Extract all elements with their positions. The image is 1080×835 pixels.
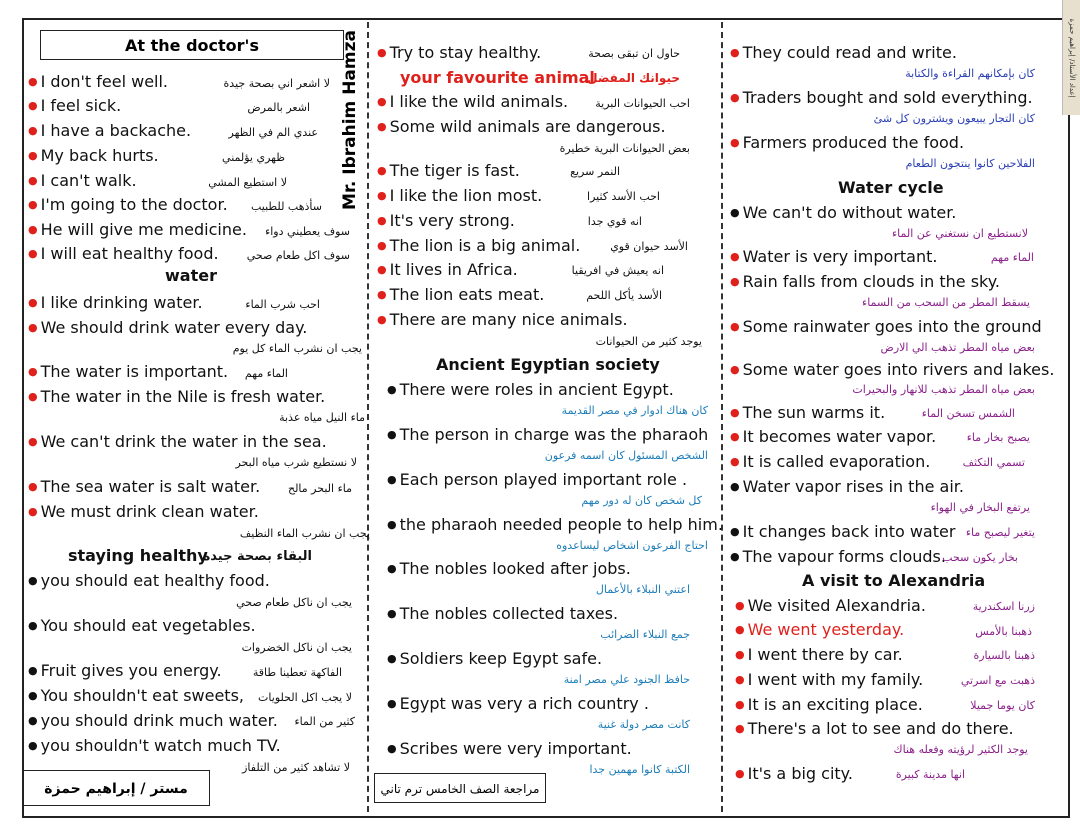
item-english [735,766,853,782]
item-arabic: ظهري يؤلمني [222,151,285,164]
item-text: It changes back into water [742,522,956,541]
item-text: It is called evaporation. [742,452,931,471]
bullet-icon: ● [387,742,397,755]
item-english [28,504,259,520]
item-arabic: كانت مصر دولة غنية [597,718,690,731]
item-arabic: كان بإمكانهم القراءة والكتابة [905,67,1035,80]
item-arabic: جمع النبلاء الضرائب [600,628,690,641]
bullet-icon: ● [730,46,740,59]
column-divider [367,22,369,812]
bullet-icon: ● [735,722,745,735]
item-english [377,287,544,303]
bullet-icon: ● [730,525,740,538]
item-text: I went there by car. [747,645,903,664]
bullet-icon: ● [28,505,38,518]
item-text: The tiger is fast. [389,161,520,180]
item-arabic: انه يعيش في افريقيا [571,264,664,277]
item-text: Some water goes into rivers and lakes. [742,360,1055,379]
bullet-icon: ● [28,714,38,727]
item-english [730,205,956,221]
bullet-icon: ● [377,313,387,326]
item-text: Fruit gives you energy. [40,661,222,680]
item-arabic: يجب ان ناكل طعام صحي [236,596,352,609]
item-arabic: يجب ان نشرب الماء كل يوم [232,342,362,355]
item-text: I like the wild animals. [389,92,569,111]
item-english [28,573,270,589]
item-text: The water in the Nile is fresh water. [40,387,326,406]
item-arabic: بعض مياه المطر تذهب الي الارض [880,341,1035,354]
item-text: you should drink much water. [40,711,278,730]
bullet-icon: ● [28,689,38,702]
item-text: Soldiers keep Egypt safe. [399,649,603,668]
item-arabic: الماء مهم [244,367,288,380]
item-arabic: الشخص المسئول كان اسمه فرعون [544,449,708,462]
bullet-icon: ● [387,697,397,710]
bullet-icon: ● [28,619,38,632]
heading-visit-alexandria: A visit to Alexandria [802,571,986,590]
item-text: They could read and write. [742,43,957,62]
item-english [387,606,618,622]
item-text: I don't feel well. [40,72,169,91]
item-arabic: يوجد كثير من الحيوانات [595,335,702,348]
bullet-icon: ● [28,198,38,211]
item-english [28,123,191,139]
bullet-icon: ● [730,91,740,104]
item-arabic: ذهبنا بالأمس [975,625,1032,638]
bullet-icon: ● [28,75,38,88]
item-english [28,74,168,90]
item-english [730,274,1000,290]
bullet-icon: ● [28,390,38,403]
item-english [730,90,1033,106]
heading-staying-healthy: staying healthy [68,546,208,565]
item-english [735,622,904,638]
item-text: We can't do without water. [742,203,957,222]
item-english [28,295,203,311]
item-text: Each person played important role . [399,470,688,489]
item-english [735,697,923,713]
item-english [28,618,256,634]
item-arabic: ذهبت مع اسرتي [960,674,1035,687]
item-english [28,98,121,114]
bullet-icon: ● [28,321,38,334]
item-text: I'm going to the doctor. [40,195,228,214]
item-text: Rain falls from clouds in the sky. [742,272,1000,291]
item-arabic: ماء البحر مالح [287,482,352,495]
bullet-icon: ● [730,250,740,263]
item-text: Scribes were very important. [399,739,632,758]
item-text: It is an exciting place. [747,695,923,714]
bullet-icon: ● [730,206,740,219]
item-arabic: يرتفع البخار في الهواء [930,501,1030,514]
item-english [28,320,307,336]
item-text: We should drink water every day. [40,318,308,337]
bullet-icon: ● [730,480,740,493]
item-text: Some rainwater goes into the ground [742,317,1042,336]
item-text: There's a lot to see and do there. [747,719,1014,738]
item-text: You shouldn't eat sweets, [40,686,244,705]
heading-water: water [165,266,217,285]
bullet-icon: ● [735,623,745,636]
bullet-icon: ● [735,673,745,686]
bullet-icon: ● [387,607,397,620]
item-text: I like the lion most. [389,186,543,205]
item-text: We went yesterday. [747,620,905,639]
item-arabic: اعتني النبلاء بالأعمال [595,583,690,596]
item-arabic: حافظ الجنود علي مصر امنة [563,673,690,686]
item-text: I will eat healthy food. [40,244,219,263]
item-arabic: حاول ان تبقى بصحة [588,47,680,60]
item-text: You should eat vegetables. [40,616,256,635]
bullet-icon: ● [28,480,38,493]
item-text: We must drink clean water. [40,502,259,521]
item-arabic: ذهبنا بالسيارة [973,649,1035,662]
item-arabic: زرنا اسكندرية [972,600,1035,613]
item-arabic: بعض الحيوانات البرية خطيرة [559,142,690,155]
item-text: you should eat healthy food. [40,571,270,590]
bullet-icon: ● [377,95,387,108]
item-english [28,222,247,238]
item-english [28,688,244,704]
heading-ancient-egypt: Ancient Egyptian society [436,355,660,374]
item-english [387,427,708,443]
bullet-icon: ● [377,214,387,227]
item-english [730,405,885,421]
item-english [735,721,1014,737]
item-arabic: احتاج الفرعون اشخاص ليساعدوه [556,539,708,552]
item-text: Egypt was very a rich country . [399,694,649,713]
item-arabic: الفلاحين كانوا ينتجون الطعام [905,157,1035,170]
item-english [377,94,568,110]
bullet-icon: ● [377,288,387,301]
item-text: We can't drink the water in the sea. [40,432,327,451]
item-english [377,262,518,278]
item-arabic: كان يوما جميلا [970,699,1035,712]
item-english [28,389,325,405]
item-english [730,249,937,265]
bullet-icon: ● [730,363,740,376]
item-english [377,163,520,179]
bullet-icon: ● [28,247,38,260]
item-arabic: احب شرب الماء [245,298,320,311]
item-text: The lion is a big animal. [389,236,581,255]
item-arabic: انه قوي جدا [587,215,642,228]
item-arabic: الماء مهم [990,251,1034,264]
bullet-icon: ● [730,550,740,563]
item-text: We visited Alexandria. [747,596,926,615]
heading-staying-healthy-arabic: البقاء بصحة جيدة [202,549,312,564]
item-text: Try to stay healthy. [389,43,542,62]
bullet-icon: ● [735,648,745,661]
item-english [387,561,631,577]
item-text: Some wild animals are dangerous. [389,117,666,136]
item-english [28,738,281,754]
item-text: He will give me medicine. [40,220,247,239]
bullet-icon: ● [730,320,740,333]
heading-favourite-animal: your favourite animal [400,68,595,87]
item-english [387,382,674,398]
item-arabic: لا تشاهد كثير من التلفاز [242,761,350,774]
bullet-icon: ● [28,174,38,187]
item-english [28,364,228,380]
item-text: The person in charge was the pharaoh [399,425,709,444]
bullet-icon: ● [28,739,38,752]
publisher-logo: إعداد الأستاذ/ إبراهيم حمزة [1062,0,1080,115]
item-text: I went with my family. [747,670,924,689]
item-text: There are many nice animals. [389,310,628,329]
item-english [730,524,955,540]
item-arabic: ماء النيل مياه عذبة [279,411,365,424]
item-english [387,651,602,667]
item-english [730,319,1042,335]
item-text: the pharaoh needed people to help him. [399,515,723,534]
item-english [730,135,964,151]
item-arabic: لانستطيع ان نستغني عن الماء [891,227,1028,240]
item-arabic: انها مدينة كبيرة [895,768,965,781]
item-text: Traders bought and sold everything. [742,88,1033,107]
item-text: I like drinking water. [40,293,203,312]
item-english [735,647,903,663]
item-english [730,45,957,61]
item-english [377,213,515,229]
item-arabic: احب الحيوانات البرية [595,97,690,110]
item-english [28,246,219,262]
item-english [28,148,159,164]
bullet-icon: ● [28,149,38,162]
item-arabic: الفاكهة تعطينا طاقة [252,666,342,679]
item-text: The nobles collected taxes. [399,604,619,623]
item-text: I can't walk. [40,171,137,190]
item-arabic: كان هناك ادوار في مصر القديمة [561,404,708,417]
item-english [730,549,946,565]
item-text: The sun warms it. [742,403,886,422]
bullet-icon: ● [730,406,740,419]
item-text: It lives in Africa. [389,260,518,279]
item-english [730,429,936,445]
bullet-icon: ● [28,365,38,378]
item-english [377,45,541,61]
item-arabic: يجب ان ناكل الخضروات [241,641,352,654]
item-arabic: الشمس تسخن الماء [921,407,1015,420]
item-arabic: يوجد الكثير لرؤيته وفعله هناك [893,743,1028,756]
item-arabic: لا اشعر اني بصحة جيدة [223,77,330,90]
item-english [735,672,923,688]
item-text: It's a big city. [747,764,853,783]
item-arabic: سوف يعطيني دواء [265,225,350,238]
item-english [387,741,632,757]
heading-favourite-animal-arabic: حيوانك المفضل [587,71,680,85]
item-arabic: الأسد حيوان قوي [610,240,688,253]
item-arabic: بخار يكون سحب [942,551,1018,564]
item-text: It becomes water vapor. [742,427,937,446]
item-english [28,663,222,679]
bullet-icon: ● [28,435,38,448]
item-text: My back hurts. [40,146,159,165]
item-english [28,434,327,450]
item-arabic: كل شخص كان له دور مهم [581,494,702,507]
item-english [730,479,964,495]
item-text: The sea water is salt water. [40,477,261,496]
item-text: I have a backache. [40,121,192,140]
item-arabic: كثير من الماء [294,715,355,728]
bullet-icon: ● [387,562,397,575]
bullet-icon: ● [730,455,740,468]
item-english [387,696,649,712]
item-english [377,119,666,135]
item-arabic: بعض مياه المطر تذهب للانهار والبحيرات [852,383,1035,396]
item-english [28,479,260,495]
item-arabic: يتغير ليصبح ماء [965,526,1035,539]
item-text: I feel sick. [40,96,122,115]
item-text: The nobles looked after jobs. [399,559,631,578]
item-english [28,197,228,213]
item-english [377,188,542,204]
item-english [735,598,926,614]
item-arabic: الأسد يأكل اللحم [586,289,662,302]
column-divider [721,22,723,812]
bullet-icon: ● [28,664,38,677]
bullet-icon: ● [387,518,397,531]
author-vertical-label: Mr. Ibrahim Hamza [340,30,360,210]
bullet-icon: ● [377,189,387,202]
item-arabic: عندي الم في الظهر [228,126,318,139]
bullet-icon: ● [377,263,387,276]
bullet-icon: ● [28,574,38,587]
item-english [387,472,687,488]
item-arabic: سوف اكل طعام صحي [246,249,350,262]
bullet-icon: ● [730,430,740,443]
item-arabic: الكتبة كانوا مهمين جدا [589,763,690,776]
bullet-icon: ● [730,136,740,149]
bullet-icon: ● [377,239,387,252]
bullet-icon: ● [735,698,745,711]
bullet-icon: ● [387,652,397,665]
item-text: Water vapor rises in the air. [742,477,964,496]
bullet-icon: ● [387,383,397,396]
item-english [730,362,1054,378]
bullet-icon: ● [377,164,387,177]
section-title-doctor: At the doctor's [40,30,344,60]
bullet-icon: ● [387,428,397,441]
item-arabic: اشعر بالمرض [247,101,310,114]
bullet-icon: ● [28,99,38,112]
item-english [730,454,930,470]
item-arabic: سأذهب للطبيب [250,200,322,213]
item-arabic: يسقط المطر من السحب من السماء [862,296,1030,309]
bullet-icon: ● [28,223,38,236]
item-arabic: تسمي التكثف [962,456,1025,469]
item-text: The lion eats meat. [389,285,545,304]
item-english [387,517,723,533]
item-arabic: النمر سريع [570,165,620,178]
item-arabic: لا يجب اكل الحلويات [258,691,352,704]
item-text: Water is very important. [742,247,938,266]
item-arabic: كان التجار يبيعون ويشترون كل شئ [873,112,1035,125]
review-label-footer: مراجعة الصف الخامس ترم تاني [374,773,546,803]
item-text: The water is important. [40,362,229,381]
author-footer: مستر / إبراهيم حمزة [22,770,210,806]
bullet-icon: ● [28,296,38,309]
item-text: There were roles in ancient Egypt. [399,380,674,399]
item-arabic: لا استطيع المشي [208,176,287,189]
item-text: The vapour forms clouds. [742,547,946,566]
item-text: you shouldn't watch much TV. [40,736,281,755]
item-arabic: يجب ان نشرب الماء النظيف [239,527,370,540]
bullet-icon: ● [735,599,745,612]
item-text: Farmers produced the food. [742,133,965,152]
heading-water-cycle: Water cycle [838,178,944,197]
bullet-icon: ● [377,120,387,133]
bullet-icon: ● [377,46,387,59]
item-english [28,173,137,189]
item-english [377,238,580,254]
item-english [28,713,278,729]
item-english [377,312,628,328]
bullet-icon: ● [387,473,397,486]
bullet-icon: ● [28,124,38,137]
item-arabic: يصبح بخار ماء [966,431,1030,444]
bullet-icon: ● [730,275,740,288]
item-arabic: لا نستطيع شرب مياه البحر [235,456,357,469]
bullet-icon: ● [735,767,745,780]
item-text: It's very strong. [389,211,515,230]
item-arabic: احب الأسد كثيرا [587,190,660,203]
